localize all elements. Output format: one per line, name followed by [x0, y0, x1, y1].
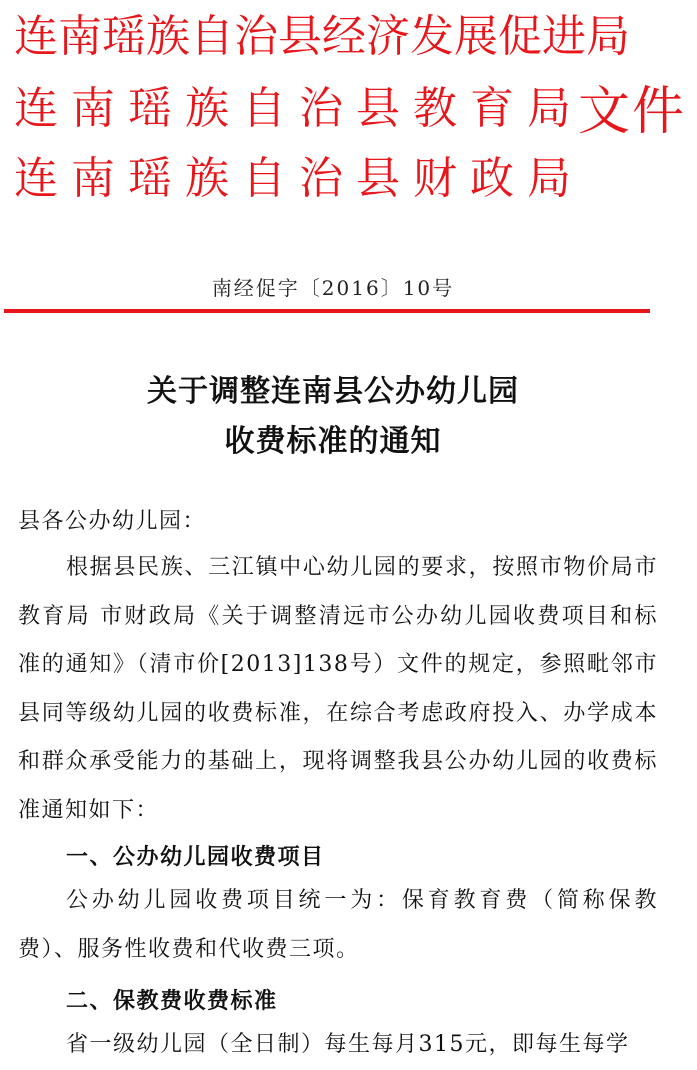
red-divider [4, 309, 650, 313]
title-line-2: 收费标准的通知 [224, 424, 442, 459]
title-line-1: 关于调整连南县公办幼儿园 [147, 374, 519, 409]
document-number: 南经促字〔2016〕10号 [211, 276, 455, 300]
body-paragraph-1: 根据县民族、三江镇中心幼儿园的要求，按照市物价局市教育局 市财政局《关于调整清远市公办幼儿园收费项目和标准的通知》（清市价[2013]138号）文件的规定，参照毗邻市县同等级幼儿园的收费标准，在综合考虑政府投入、办学成本和群众承受能力的基础上，现将调整我县公办幼儿园的收费标准通知如下： [18, 555, 658, 823]
section-heading-2: 二、保教费收费标准 [66, 989, 278, 1014]
body-paragraph-2: 公办幼儿园收费项目统一为：保育教育费（简称保教费）、服务性收费和代收费三项。 [18, 888, 658, 962]
section-heading-1: 一、公办幼儿园收费项目 [66, 845, 325, 870]
salutation: 县各公办幼儿园： [18, 509, 207, 534]
issuer-line-1: 连南瑶族自治县经济发展促进局 [14, 11, 630, 62]
issuer-line-3: 连南瑶族自治县财政局 [14, 153, 584, 204]
body-paragraph-3: 省一级幼儿园（全日制）每生每月315元，即每生每学 [66, 1032, 630, 1057]
issuer-line-2: 连南瑶族自治县教育局 [14, 83, 584, 134]
document-label: 文件 [578, 82, 687, 142]
